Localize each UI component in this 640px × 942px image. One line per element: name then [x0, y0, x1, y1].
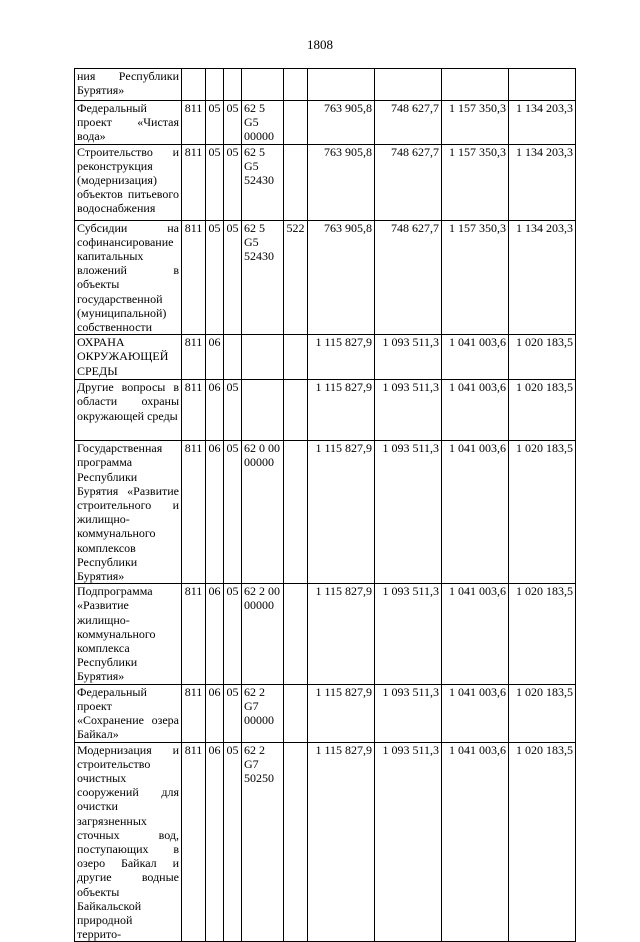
amount-4: 1 134 203,3: [509, 220, 576, 335]
item-name: Федеральный проект «Чистая вода»: [75, 101, 182, 145]
amount-2: 1 093 511,3: [375, 684, 442, 742]
vr-code: [284, 584, 308, 684]
pr-code: 05: [224, 684, 242, 742]
ved-code: 811: [182, 335, 206, 380]
amount-1: 763 905,8: [308, 144, 375, 220]
rz-code: 05: [206, 220, 224, 335]
table-row: [75, 69, 576, 101]
amount-4: 1 020 183,5: [509, 584, 576, 684]
amount-3: 1 041 003,6: [442, 584, 509, 684]
amount-2: 1 093 511,3: [375, 380, 442, 441]
item-name: Субсидии на софинансирование капитальных вложений в объекты государственной (муниципальной) собственности: [75, 220, 182, 335]
table-row: [75, 441, 576, 584]
budget-table: [74, 68, 576, 942]
ved-code: 811: [182, 684, 206, 742]
amount-2: 1 093 511,3: [375, 742, 442, 942]
amount-1: 1 115 827,9: [308, 380, 375, 441]
ved-code: 811: [182, 441, 206, 584]
item-name: Государственная программа Республики Бурятия «Развитие строительного и жилищно-коммунального комплексов Республики Бурятия»: [75, 441, 182, 584]
amount-2: 1 093 511,3: [375, 335, 442, 380]
item-name: Федеральный проект «Сохранение озера Байкал»: [75, 684, 182, 742]
pr-code: 05: [224, 380, 242, 441]
item-name: Строительство и реконструкция (модернизация) объектов питьевого водоснабжения: [75, 144, 182, 220]
vr-code: [284, 380, 308, 441]
table-row: [75, 220, 576, 335]
csr-code: 62 2 G7 50250: [242, 742, 284, 942]
rz-code: 06: [206, 441, 224, 584]
amount-4: [509, 69, 576, 101]
amount-4: 1 134 203,3: [509, 101, 576, 145]
rz-code: 05: [206, 101, 224, 145]
item-name: Модернизация и строительство очистных сооружений для очистки загрязненных сточных вод, поступающих в озеро Байкал и другие водные объекты Байкальской природной террито-: [75, 742, 182, 942]
ved-code: 811: [182, 380, 206, 441]
amount-4: 1 020 183,5: [509, 335, 576, 380]
pr-code: 05: [224, 742, 242, 942]
table-row: [75, 335, 576, 380]
amount-2: 748 627,7: [375, 101, 442, 145]
rz-code: 06: [206, 584, 224, 684]
amount-2: 1 093 511,3: [375, 584, 442, 684]
vr-code: [284, 684, 308, 742]
pr-code: [224, 335, 242, 380]
rz-code: [206, 69, 224, 101]
csr-code: [242, 69, 284, 101]
amount-3: 1 157 350,3: [442, 220, 509, 335]
rz-code: 06: [206, 380, 224, 441]
rz-code: 06: [206, 335, 224, 380]
amount-3: 1 041 003,6: [442, 742, 509, 942]
amount-1: 1 115 827,9: [308, 584, 375, 684]
table-row: [75, 380, 576, 441]
amount-1: 1 115 827,9: [308, 335, 375, 380]
pr-code: 05: [224, 441, 242, 584]
vr-code: [284, 101, 308, 145]
csr-code: 62 5 G5 52430: [242, 220, 284, 335]
csr-code: 62 2 00 00000: [242, 584, 284, 684]
amount-3: [442, 69, 509, 101]
amount-3: 1 157 350,3: [442, 144, 509, 220]
amount-1: 763 905,8: [308, 220, 375, 335]
item-name: ния Республики Бурятия»: [75, 69, 182, 101]
amount-2: [375, 69, 442, 101]
vr-code: [284, 441, 308, 584]
pr-code: 05: [224, 144, 242, 220]
vr-code: [284, 335, 308, 380]
pr-code: 05: [224, 584, 242, 684]
amount-4: 1 020 183,5: [509, 441, 576, 584]
amount-1: [308, 69, 375, 101]
table-row: [75, 684, 576, 742]
amount-3: 1 041 003,6: [442, 335, 509, 380]
vr-code: [284, 742, 308, 942]
ved-code: 811: [182, 144, 206, 220]
pr-code: [224, 69, 242, 101]
amount-2: 748 627,7: [375, 220, 442, 335]
table-row: [75, 144, 576, 220]
vr-code: 522: [284, 220, 308, 335]
vr-code: [284, 144, 308, 220]
amount-1: 1 115 827,9: [308, 441, 375, 584]
amount-1: 1 115 827,9: [308, 684, 375, 742]
csr-code: 62 5 G5 00000: [242, 101, 284, 145]
ved-code: 811: [182, 584, 206, 684]
ved-code: 811: [182, 742, 206, 942]
amount-3: 1 041 003,6: [442, 684, 509, 742]
amount-4: 1 134 203,3: [509, 144, 576, 220]
amount-3: 1 157 350,3: [442, 101, 509, 145]
ved-code: 811: [182, 220, 206, 335]
page-number: 1808: [307, 37, 333, 52]
amount-3: 1 041 003,6: [442, 380, 509, 441]
rz-code: 05: [206, 144, 224, 220]
table-row: [75, 101, 576, 145]
csr-code: 62 5 G5 52430: [242, 144, 284, 220]
amount-1: 1 115 827,9: [308, 742, 375, 942]
csr-code: 62 2 G7 00000: [242, 684, 284, 742]
amount-3: 1 041 003,6: [442, 441, 509, 584]
csr-code: [242, 380, 284, 441]
ved-code: [182, 69, 206, 101]
rz-code: 06: [206, 684, 224, 742]
table-row: [75, 584, 576, 684]
table-row: [75, 742, 576, 942]
amount-2: 748 627,7: [375, 144, 442, 220]
amount-4: 1 020 183,5: [509, 742, 576, 942]
csr-code: [242, 335, 284, 380]
pr-code: 05: [224, 101, 242, 145]
amount-2: 1 093 511,3: [375, 441, 442, 584]
vr-code: [284, 69, 308, 101]
item-name: ОХРАНА ОКРУЖАЮЩЕЙ СРЕДЫ: [75, 335, 182, 380]
amount-4: 1 020 183,5: [509, 380, 576, 441]
item-name: Подпрограмма «Развитие жилищно-коммунального комплекса Республики Бурятия»: [75, 584, 182, 684]
item-name: Другие вопросы в области охраны окружающей среды: [75, 380, 182, 441]
pr-code: 05: [224, 220, 242, 335]
rz-code: 06: [206, 742, 224, 942]
ved-code: 811: [182, 101, 206, 145]
amount-1: 763 905,8: [308, 101, 375, 145]
csr-code: 62 0 00 00000: [242, 441, 284, 584]
amount-4: 1 020 183,5: [509, 684, 576, 742]
